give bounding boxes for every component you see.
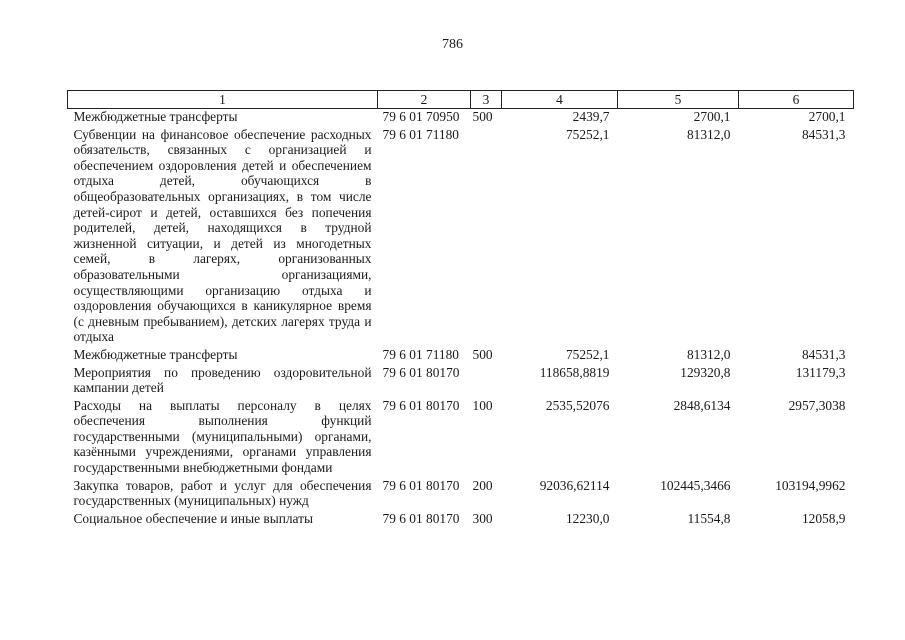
row-value-col5: 81312,0 <box>686 126 731 142</box>
column-header-6: 6 <box>739 91 854 109</box>
row-value-col5: 11554,8 <box>687 510 731 526</box>
row-value-col4: 12230,0 <box>565 510 610 526</box>
row-value-col6: 131179,3 <box>795 364 846 380</box>
row-value-col5: 102445,3466 <box>660 477 731 493</box>
row-value-col6: 84531,3 <box>801 126 846 142</box>
row-value-col6: 84531,3 <box>801 346 846 362</box>
column-header-2: 2 <box>378 91 471 109</box>
row-name: Закупка товаров, работ и услуг для обеспечения государственных (муниципальных) нужд <box>73 477 372 509</box>
row-value-col4: 118658,8819 <box>539 364 610 380</box>
row-code: 79 6 01 80170 <box>382 477 460 493</box>
row-value-col6: 103194,9962 <box>775 477 846 493</box>
row-name: Расходы на выплаты персоналу в целях обеспечения выполнения функций государственными (муниципальными) органами, казёнными учреждениями, органами управления государственными внебюджетными фондами <box>73 397 372 476</box>
table-row <box>68 109 854 127</box>
table-row <box>68 127 854 347</box>
row-code: 79 6 01 71180 <box>382 126 459 142</box>
row-expense-type: 200 <box>472 477 493 493</box>
row-value-col4: 92036,62114 <box>539 477 610 493</box>
table-row <box>68 398 854 478</box>
row-code: 79 6 01 80170 <box>382 364 460 380</box>
row-value-col5: 129320,8 <box>680 364 731 380</box>
row-expense-type <box>471 365 502 398</box>
row-expense-type: 100 <box>472 397 493 413</box>
column-header-3: 3 <box>471 91 502 109</box>
row-code: 79 6 01 80170 <box>382 510 460 526</box>
row-value-col5: 2700,1 <box>693 109 731 124</box>
row-value-col4: 75252,1 <box>565 126 610 142</box>
row-value-col4: 75252,1 <box>565 346 610 362</box>
table-header <box>68 91 854 109</box>
row-code: 79 6 01 71180 <box>382 346 459 362</box>
row-value-col4: 2439,7 <box>572 109 610 124</box>
column-header-1: 1 <box>68 91 378 109</box>
row-code: 79 6 01 80170 <box>382 397 460 413</box>
table-row <box>68 511 854 529</box>
row-name: Мероприятия по проведению оздоровительной кампании детей <box>73 364 372 396</box>
row-name: Межбюджетные трансферты <box>73 346 238 362</box>
page-number: 786 <box>442 37 463 52</box>
row-value-col6: 2700,1 <box>808 109 846 124</box>
row-expense-type: 300 <box>472 510 493 526</box>
row-expense-type: 500 <box>472 109 493 124</box>
row-expense-type <box>471 127 502 347</box>
header-row <box>68 91 854 109</box>
row-expense-type: 500 <box>472 346 493 362</box>
row-name: Социальное обеспечение и иные выплаты <box>73 510 314 526</box>
row-value-col4: 2535,52076 <box>545 397 610 413</box>
table-row <box>68 347 854 365</box>
column-header-4: 4 <box>502 91 618 109</box>
row-code: 79 6 01 70950 <box>382 109 460 124</box>
table-row <box>68 478 854 511</box>
row-value-col5: 81312,0 <box>686 346 731 362</box>
row-value-col6: 12058,9 <box>801 510 846 526</box>
table-body <box>68 109 854 529</box>
column-header-5: 5 <box>618 91 739 109</box>
row-name: Межбюджетные трансферты <box>73 109 238 124</box>
row-value-col5: 2848,6134 <box>673 397 731 413</box>
budget-table <box>67 90 854 528</box>
table-row <box>68 365 854 398</box>
row-value-col6: 2957,3038 <box>788 397 846 413</box>
row-name: Субвенции на финансовое обеспечение расходных обязательств, связанных с организацией и обеспечением оздоровления детей и обеспечением отдыха детей, обучающихся в общеобразовательных организациях, в том числе детей-сирот и детей, оставшихся без попечения родителей, детей, находящихся в трудной жизненной ситуации, и детей из многодетных семей, в лагерях, организованных образовательными организациями, осуществляющими организацию отдыха и оздоровления обучающихся в каникулярное время (с дневным пребыванием), детских лагерях труда и отдыха <box>73 126 372 345</box>
